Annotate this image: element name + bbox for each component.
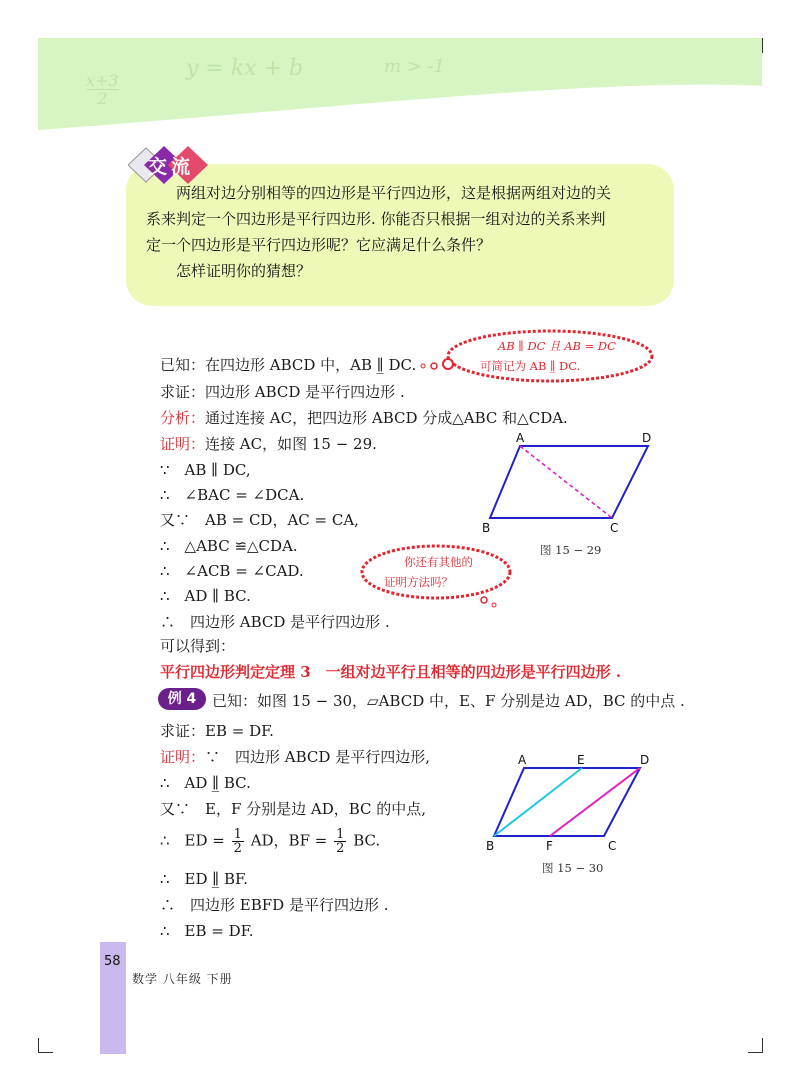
example-step: ∴ EB = DF.: [160, 922, 254, 940]
example-proof-first: ∵ 四边形 ABCD 是平行四边形,: [205, 748, 430, 766]
prove-statement: 求证：四边形 ABCD 是平行四边形 .: [160, 383, 405, 401]
think-bubble-line-2: 证明方法吗？: [384, 575, 453, 589]
think-bubble-line-1: 你还有其他的: [404, 555, 473, 569]
vertex-label-c: C: [608, 839, 617, 853]
exchange-label: 交流: [148, 156, 195, 178]
exchange-para-1-line-2: 系来判定一个四边形是平行四边形. 你能否只根据一组对边的关系来判: [146, 210, 606, 228]
proof-step: 又∵ AB = CD，AC = CA,: [160, 511, 359, 529]
vertex-label-f: F: [546, 839, 553, 853]
fraction-one-half: $\frac{1}{2}$: [336, 827, 345, 856]
theorem-statement: 平行四边形判定定理 3 一组对边平行且相等的四边形是平行四边形 .: [160, 663, 622, 681]
example-prove: 求证：EB = DF.: [160, 722, 274, 740]
vertex-label-d: D: [640, 753, 650, 767]
proof-step: ∴ ∠BAC = ∠DCA.: [160, 486, 305, 504]
figure-15-30-caption: 图 15 − 30: [542, 861, 604, 875]
book-title: 数学 八年级 下册: [132, 972, 233, 986]
analysis-line: [160, 407, 568, 428]
analysis-text: 通过连接 AC，把四边形 ABCD 分成△ABC 和△CDA.: [205, 409, 568, 427]
note-bubble-line-2: 可简记为 AB ∥̲ DC.: [480, 359, 581, 373]
vertex-label-c: C: [610, 521, 619, 535]
given-statement: 已知：在四边形 ABCD 中，AB ∥̲ DC.: [160, 356, 417, 374]
vertex-label-a: A: [518, 753, 527, 767]
figure-15-30: [484, 752, 664, 856]
proof-step: ∴ AD ∥ BC.: [160, 587, 251, 605]
note-bubble-line-1: AB ∥ DC 且 AB = DC: [498, 339, 616, 353]
segment-df: [550, 768, 640, 836]
header-formula-inequality: m > -1: [384, 56, 446, 77]
example-step-4-mid: AD，BF =: [250, 831, 328, 850]
header-band: [38, 38, 762, 138]
proof-text: 连接 AC，如图 15 − 29.: [205, 435, 377, 453]
header-formula-fraction: x+3 2: [86, 71, 119, 108]
example-step-fraction: [160, 828, 380, 855]
crop-mark-bottom-right: [748, 1038, 763, 1053]
crop-mark-bottom-left: [38, 1038, 53, 1053]
example-step: ∴ ED ∥̲ BF.: [160, 870, 248, 888]
example-step: ∴ 四边形 EBFD 是平行四边形 .: [160, 896, 389, 914]
vertex-label-b: B: [486, 839, 495, 853]
vertex-label-b: B: [482, 521, 491, 535]
exchange-para-1-line-1: 两组对边分别相等的四边形是平行四边形，这是根据两组对边的关: [176, 184, 612, 202]
proof-step: ∵ AB ∥ DC,: [160, 461, 251, 479]
exchange-para-2: 怎样证明你的猜想？: [176, 262, 312, 280]
example-step-4-prefix: ∴ ED =: [160, 831, 225, 850]
page-number: 58: [104, 954, 121, 969]
proof-label: 证明：: [160, 435, 206, 453]
vertex-label-d: D: [642, 431, 652, 445]
header-formula-linear: y = kx + b: [186, 56, 304, 81]
proof-line: [160, 433, 377, 454]
proof-step: ∴ △ABC ≌△CDA.: [160, 537, 298, 555]
figure-15-29: [480, 430, 660, 540]
exchange-para-1-line-3: 定一个四边形是平行四边形呢？它应满足什么条件？: [146, 236, 492, 254]
diagonal-ac: [520, 446, 612, 518]
parallelogram-abcd: [490, 446, 648, 518]
example-given: 已知：如图 15 − 30，▱ABCD 中，E、F 分别是边 AD，BC 的中点 .: [212, 692, 685, 710]
exchange-text: [146, 180, 662, 284]
example-badge: [158, 688, 206, 710]
proof-step: ∴ 四边形 ABCD 是平行四边形 .: [160, 613, 390, 631]
conclusion-intro: 可以得到：: [160, 637, 236, 655]
vertex-label-a: A: [516, 431, 525, 445]
example-step-4-suffix: BC.: [353, 831, 381, 850]
analysis-label: 分析：: [160, 409, 206, 427]
example-proof-label: 证明：: [160, 748, 206, 766]
segment-eb: [494, 768, 582, 836]
figure-15-29-caption: 图 15 − 29: [540, 543, 602, 557]
parallelogram-abcd: [494, 768, 640, 836]
example-step: 又∵ E，F 分别是边 AD，BC 的中点,: [160, 800, 427, 818]
vertex-label-e: E: [577, 753, 585, 767]
example-step: ∴ AD ∥̲ BC.: [160, 774, 251, 792]
example-badge-label: 例 4: [167, 691, 197, 707]
proof-step: ∴ ∠ACB = ∠CAD.: [160, 562, 304, 580]
example-proof-line: [160, 746, 430, 767]
fraction-one-half: $\frac{1}{2}$: [233, 827, 242, 856]
